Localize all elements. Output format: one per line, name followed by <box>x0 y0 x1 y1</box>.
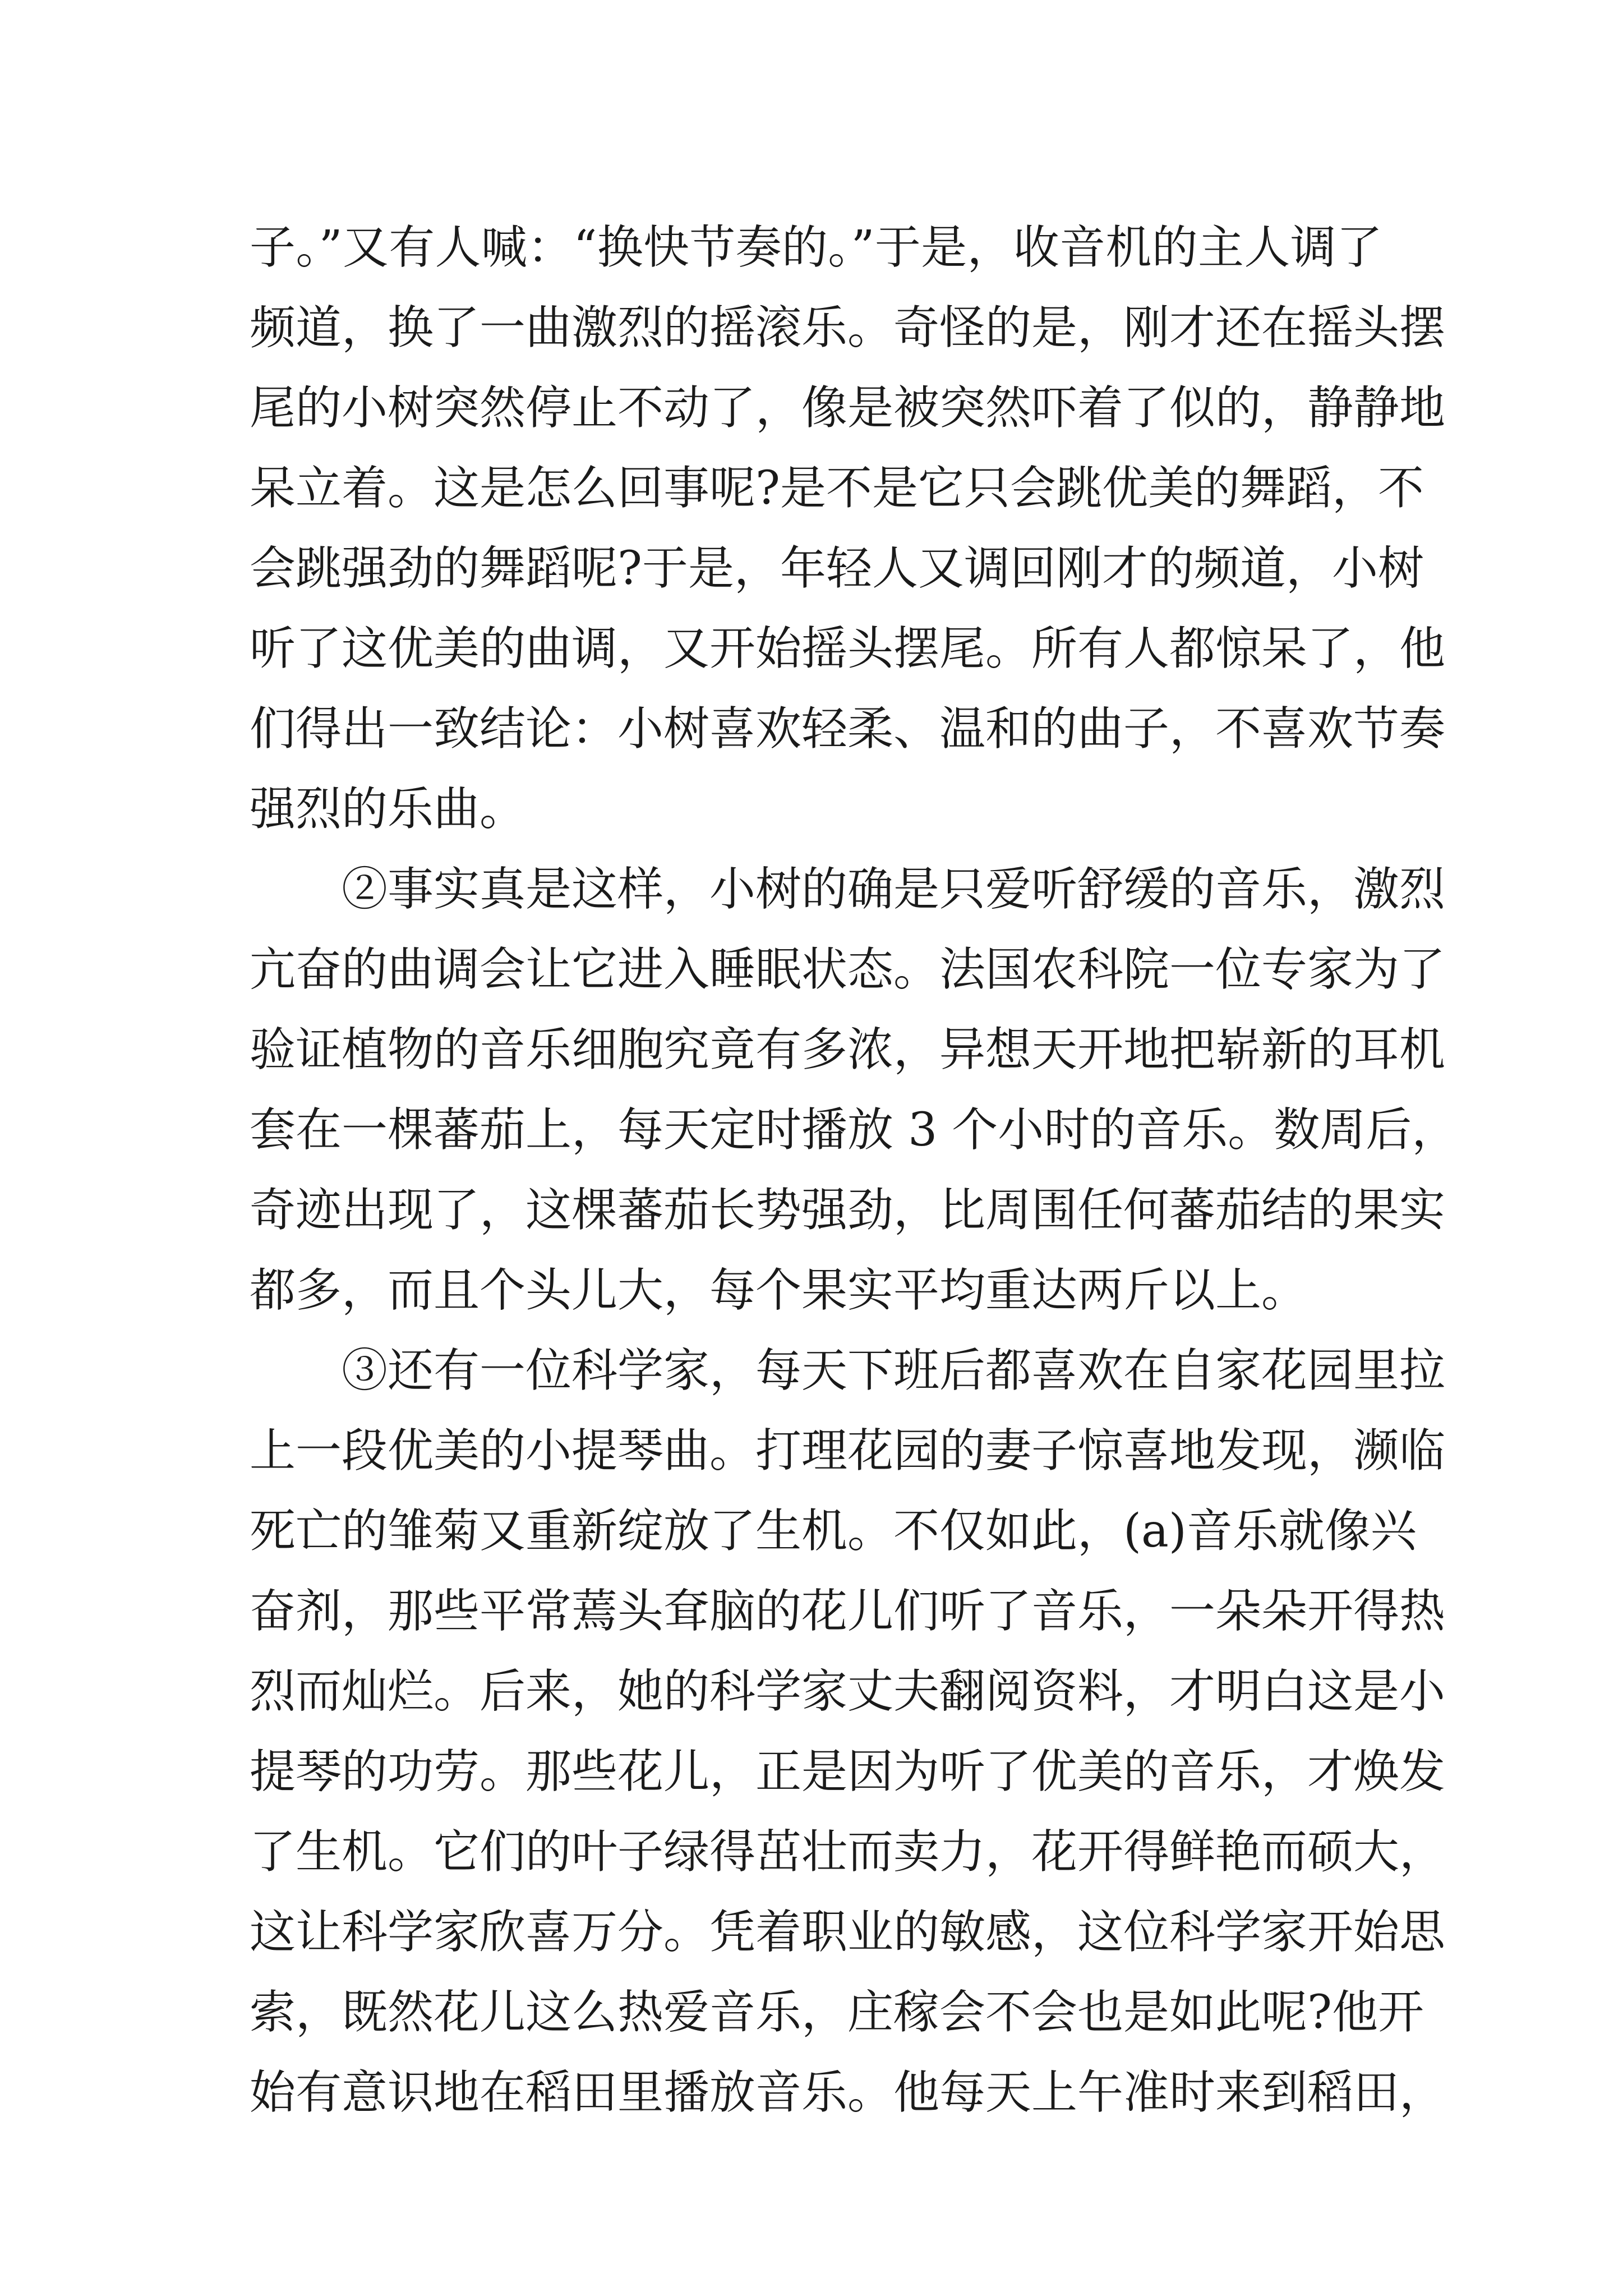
text-line: 奋剂，那些平常蔫头耷脑的花儿们听了音乐，一朵朵开得热 <box>250 1585 1446 1638</box>
text-line: 子。”又有人喊：“换快节奏的。”于是，收音机的主人调了 <box>250 221 1382 274</box>
text-line: 呆立着。这是怎么回事呢?是不是它只会跳优美的舞蹈，不 <box>250 462 1424 515</box>
text-line: 会跳强劲的舞蹈呢?于是，年轻人又调回刚才的频道，小树 <box>250 542 1424 595</box>
text-line: 提琴的功劳。那些花儿，正是因为听了优美的音乐，才焕发 <box>250 1745 1446 1798</box>
text-line: 索，既然花儿这么热爱音乐，庄稼会不会也是如此呢?他开 <box>250 1986 1424 2039</box>
text-line: 死亡的雏菊又重新绽放了生机。不仅如此，(a)音乐就像兴 <box>250 1504 1417 1558</box>
text-line: 都多，而且个头儿大，每个果实平均重达两斤以上。 <box>250 1264 1308 1317</box>
text-line: 强烈的乐曲。 <box>250 783 526 836</box>
text-line: 这让科学家欣喜万分。凭着职业的敏感，这位科学家开始思 <box>250 1906 1446 1959</box>
text-line: 烈而灿烂。后来，她的科学家丈夫翻阅资料，才明白这是小 <box>250 1665 1446 1718</box>
text-line: 套在一棵蕃茄上，每天定时播放 3 个小时的音乐。数周后， <box>250 1103 1458 1157</box>
text-line: 亢奋的曲调会让它进入睡眠状态。法国农科院一位专家为了 <box>250 943 1446 996</box>
text-line: ②事实真是这样，小树的确是只爱听舒缓的音乐，激烈 <box>342 863 1446 916</box>
body-text <box>250 208 1458 2133</box>
text-line: 了生机。它们的叶子绿得茁壮而卖力，花开得鲜艳而硕大， <box>250 1825 1446 1879</box>
text-line: 尾的小树突然停止不动了，像是被突然吓着了似的，静静地 <box>250 381 1446 435</box>
text-line: 频道，换了一曲激烈的摇滚乐。奇怪的是，刚才还在摇头摆 <box>250 301 1446 355</box>
text-line: 始有意识地在稻田里播放音乐。他每天上午准时来到稻田， <box>250 2066 1446 2119</box>
text-line: ③还有一位科学家，每天下班后都喜欢在自家花园里拉 <box>342 1344 1446 1397</box>
text-line: 们得出一致结论：小树喜欢轻柔、温和的曲子，不喜欢节奏 <box>250 702 1446 756</box>
text-line: 上一段优美的小提琴曲。打理花园的妻子惊喜地发现，濒临 <box>250 1424 1446 1478</box>
text-line: 奇迹出现了，这棵蕃茄长势强劲，比周围任何蕃茄结的果实 <box>250 1184 1446 1237</box>
text-line: 验证植物的音乐细胞究竟有多浓，异想天开地把崭新的耳机 <box>250 1023 1446 1076</box>
text-line: 听了这优美的曲调，又开始摇头摆尾。所有人都惊呆了，他 <box>250 622 1446 675</box>
